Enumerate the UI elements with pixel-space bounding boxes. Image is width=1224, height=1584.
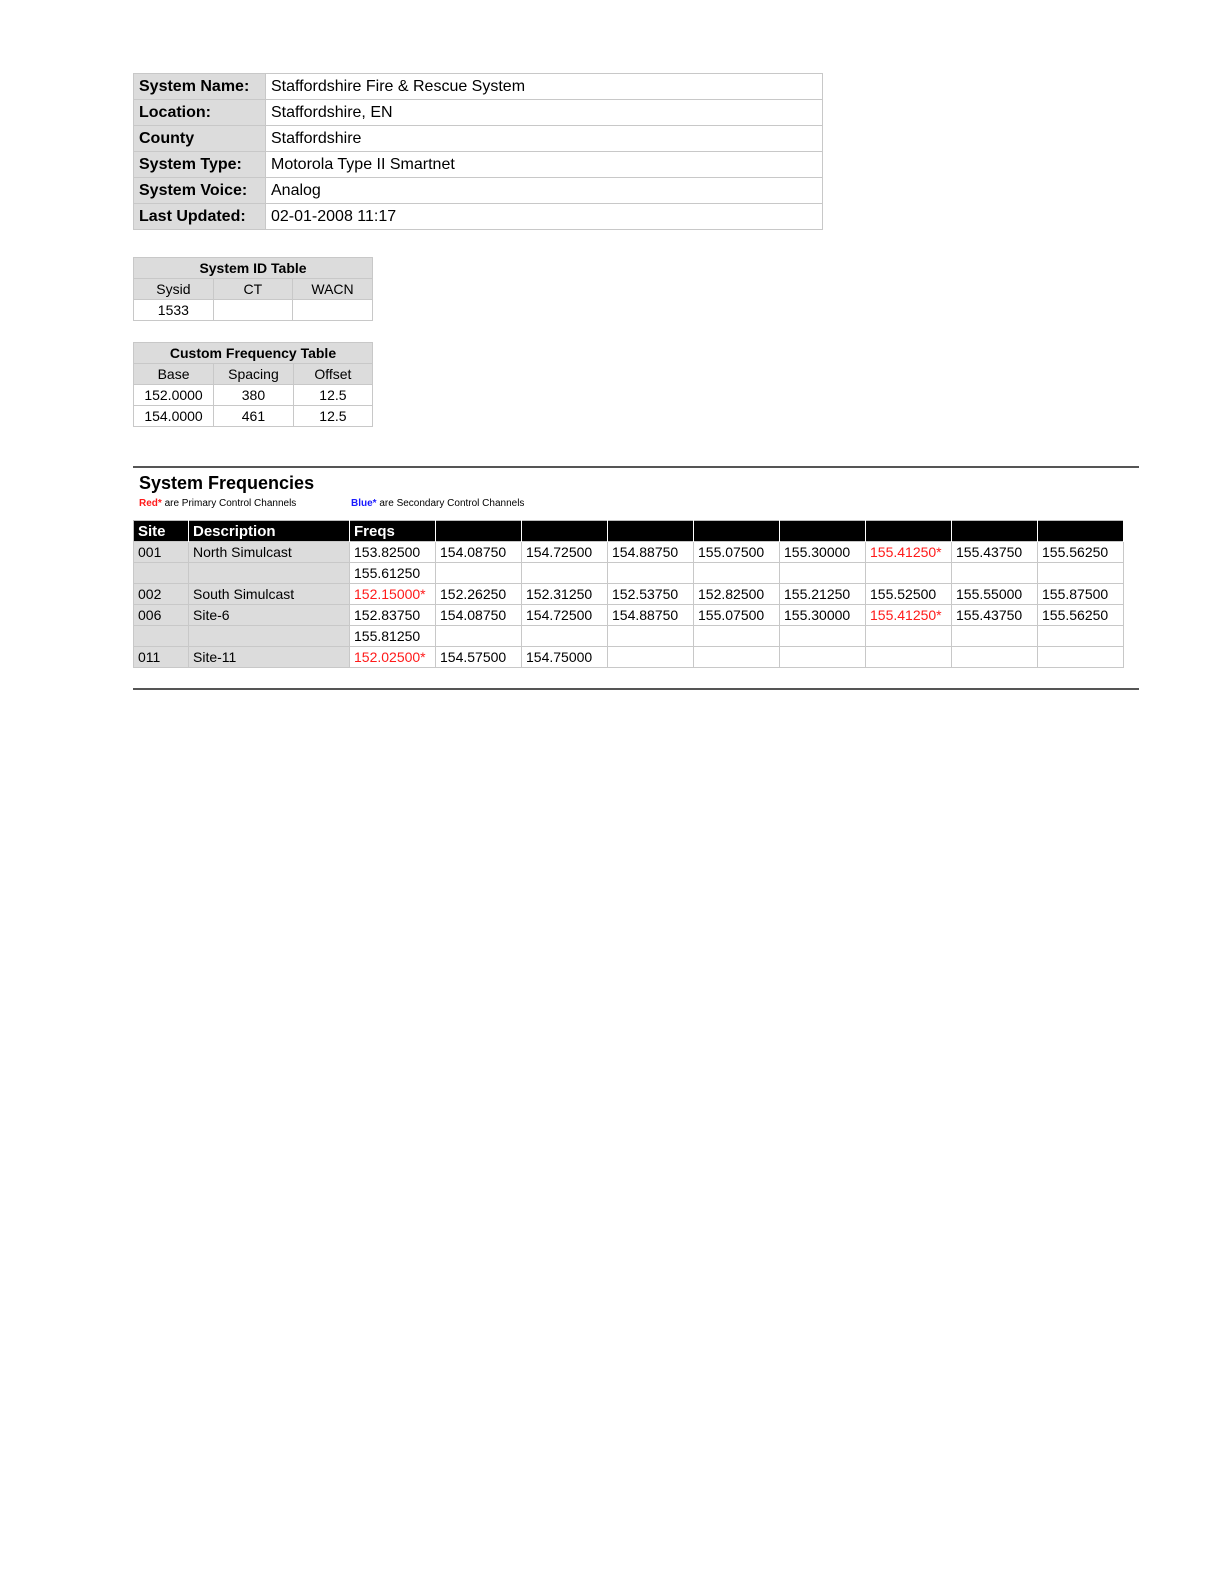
info-row-system-type [134,152,823,178]
info-label: System Name: [134,74,266,100]
frequency-cell: 152.26250 [436,584,522,605]
empty-frequency-cell [522,563,608,584]
table-row [134,605,1124,626]
column-header-blank [952,521,1038,542]
column-header: WACN [293,279,373,300]
empty-frequency-cell [952,626,1038,647]
info-label: Last Updated: [134,204,266,230]
site-cell: 006 [134,605,189,626]
frequency-cell: 154.08750 [436,605,522,626]
frequency-cell: 152.83750 [350,605,436,626]
frequency-cell: 152.82500 [694,584,780,605]
info-label: Location: [134,100,266,126]
legend-primary [139,498,296,509]
column-header: Site [134,521,189,542]
table-row [134,300,373,321]
legend-secondary [351,498,524,509]
primary-control-frequency: 155.41250* [866,605,952,626]
column-header: Sysid [134,279,214,300]
site-cell: 002 [134,584,189,605]
info-value: 02-01-2008 11:17 [266,204,823,230]
site-cell: 001 [134,542,189,563]
column-header-blank [608,521,694,542]
frequency-cell: 155.52500 [866,584,952,605]
description-cell: North Simulcast [189,542,350,563]
legend-primary-text: are Primary Control Channels [161,498,297,509]
description-cell: South Simulcast [189,584,350,605]
info-row-county [134,126,823,152]
empty-frequency-cell [436,626,522,647]
empty-frequency-cell [866,563,952,584]
table-cell: 152.0000 [134,385,214,406]
table-caption: System ID Table [134,258,373,279]
empty-frequency-cell [866,626,952,647]
info-value: Analog [266,178,823,204]
table-cell [293,300,373,321]
frequency-cell: 153.82500 [350,542,436,563]
section-divider [133,466,1139,468]
frequency-cell: 154.88750 [608,542,694,563]
frequency-cell: 155.43750 [952,605,1038,626]
frequency-cell: 154.75000 [522,647,608,668]
column-header: Description [189,521,350,542]
column-header-blank [694,521,780,542]
frequency-cell: 154.08750 [436,542,522,563]
description-cell [189,563,350,584]
table-row [134,584,1124,605]
empty-frequency-cell [608,626,694,647]
column-header: Freqs [350,521,436,542]
frequency-cell: 155.81250 [350,626,436,647]
legend-primary-label: Red* [139,498,162,509]
column-header-blank [1038,521,1124,542]
empty-frequency-cell [780,563,866,584]
table-row [134,626,1124,647]
table-row [134,542,1124,563]
description-cell: Site-6 [189,605,350,626]
empty-frequency-cell [694,563,780,584]
primary-control-frequency: 155.41250* [866,542,952,563]
column-header-blank [522,521,608,542]
column-header-blank [780,521,866,542]
column-header: Spacing [214,364,294,385]
table-caption: Custom Frequency Table [134,343,373,364]
table-row [134,563,1124,584]
empty-frequency-cell [952,563,1038,584]
empty-frequency-cell [694,647,780,668]
empty-frequency-cell [1038,563,1124,584]
table-cell: 1533 [134,300,214,321]
frequency-cell: 155.43750 [952,542,1038,563]
frequency-cell: 155.56250 [1038,542,1124,563]
system-info-table [133,73,823,230]
empty-frequency-cell [694,626,780,647]
table-cell: 12.5 [293,385,372,406]
description-cell [189,626,350,647]
info-value: Staffordshire Fire & Rescue System [266,74,823,100]
empty-frequency-cell [866,647,952,668]
frequency-cell: 154.72500 [522,542,608,563]
frequency-cell: 155.55000 [952,584,1038,605]
frequency-cell: 155.61250 [350,563,436,584]
empty-frequency-cell [608,647,694,668]
frequency-cell: 154.72500 [522,605,608,626]
system-frequencies-table [133,520,1124,668]
frequency-cell: 154.88750 [608,605,694,626]
site-cell: 011 [134,647,189,668]
column-header: Offset [293,364,372,385]
table-cell: 380 [214,385,294,406]
legend-secondary-text: are Secondary Control Channels [376,498,525,509]
frequency-cell: 155.07500 [694,605,780,626]
table-cell: 461 [214,406,294,427]
column-header-blank [866,521,952,542]
empty-frequency-cell [1038,647,1124,668]
table-row [134,647,1124,668]
frequency-cell: 155.21250 [780,584,866,605]
legend-secondary-label: Blue* [351,498,377,509]
info-row-last-updated [134,204,823,230]
info-row-system-voice [134,178,823,204]
frequency-cell: 155.30000 [780,605,866,626]
empty-frequency-cell [436,563,522,584]
empty-frequency-cell [780,647,866,668]
section-title: System Frequencies [139,473,315,493]
column-header: Base [134,364,214,385]
info-value: Staffordshire, EN [266,100,823,126]
frequency-cell: 155.07500 [694,542,780,563]
empty-frequency-cell [522,626,608,647]
section-divider-bottom [133,688,1139,690]
table-row [134,385,373,406]
custom-frequency-table [133,342,373,427]
frequency-cell: 155.87500 [1038,584,1124,605]
table-cell: 12.5 [293,406,372,427]
primary-control-frequency: 152.02500* [350,647,436,668]
info-label: County [134,126,266,152]
description-cell: Site-11 [189,647,350,668]
empty-frequency-cell [780,626,866,647]
frequency-cell: 155.30000 [780,542,866,563]
system-id-table [133,257,373,321]
info-value: Motorola Type II Smartnet [266,152,823,178]
table-row [134,406,373,427]
info-label: System Type: [134,152,266,178]
frequency-cell: 152.53750 [608,584,694,605]
info-value: Staffordshire [266,126,823,152]
info-label: System Voice: [134,178,266,204]
frequency-cell: 154.57500 [436,647,522,668]
empty-frequency-cell [952,647,1038,668]
table-cell [213,300,292,321]
column-header: CT [213,279,292,300]
primary-control-frequency: 152.15000* [350,584,436,605]
frequency-cell: 155.56250 [1038,605,1124,626]
frequency-cell: 152.31250 [522,584,608,605]
empty-frequency-cell [608,563,694,584]
table-cell: 154.0000 [134,406,214,427]
info-row-location [134,100,823,126]
info-row-system-name [134,74,823,100]
empty-frequency-cell [1038,626,1124,647]
site-cell [134,626,189,647]
column-header-blank [436,521,522,542]
frequencies-header-row [134,521,1124,542]
site-cell [134,563,189,584]
